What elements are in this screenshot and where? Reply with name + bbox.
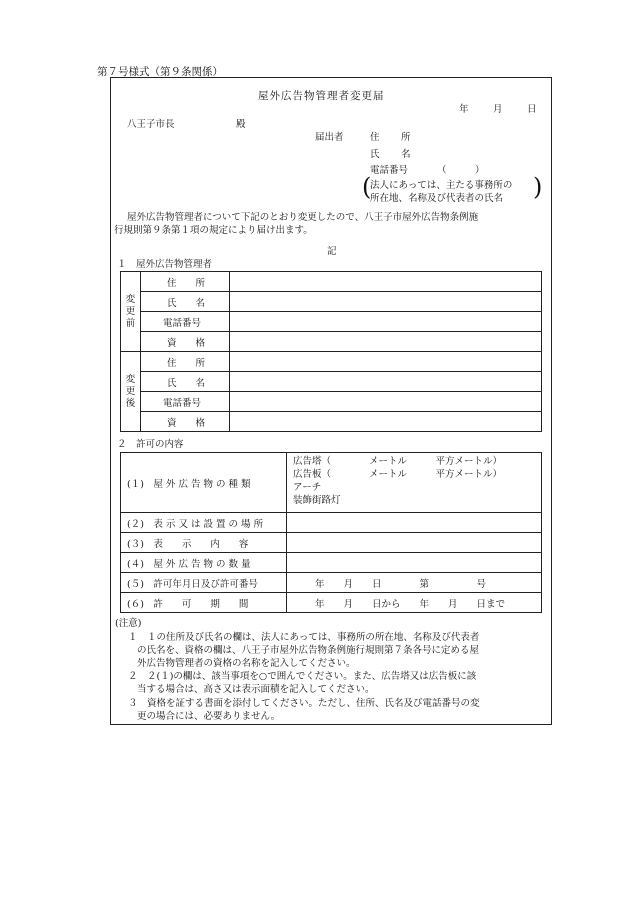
ki-label: 記 — [327, 246, 337, 257]
permit-kind-label: (１) 屋 外 広 告 物 の 種 類 — [121, 453, 287, 513]
table-row — [121, 412, 542, 432]
submitter-label: 届出者 — [315, 132, 344, 143]
table-row — [121, 352, 542, 372]
note-line: 当する場合は、高さ又は表示面積を記入してください。 — [137, 684, 375, 695]
date-month: 月 — [493, 104, 503, 115]
before-qualification-value[interactable] — [230, 332, 542, 352]
corp-note-line1: 法人にあっては、主たる事務所の — [370, 180, 513, 191]
before-phone-value[interactable] — [230, 312, 542, 332]
permit-content-value[interactable] — [287, 533, 542, 553]
after-name-label: 氏 名 — [141, 372, 230, 392]
before-address-label: 住 所 — [141, 272, 230, 292]
before-name-label: 氏 名 — [141, 292, 230, 312]
table-row — [121, 272, 542, 292]
after-phone-label: 電話番号 — [141, 392, 230, 412]
date-year: 年 — [459, 104, 469, 115]
table-row — [121, 312, 542, 332]
section1-title: １ 屋外広告物管理者 — [117, 259, 213, 270]
after-name-value[interactable] — [230, 372, 542, 392]
form-title: 屋外広告物管理者変更届 — [258, 90, 385, 102]
submitter-phone-label: 電話番号 — [370, 165, 409, 176]
permit-period-label: (６) 許 可 期 間 — [121, 593, 287, 613]
date-day: 日 — [527, 104, 537, 115]
before-qualification-label: 資 格 — [141, 332, 230, 352]
note-line: １ １の住所及び氏名の欄は、法人にあっては、事務所の所在地、名称及び代表者 — [128, 632, 480, 643]
after-label: 変 更 後 — [121, 352, 141, 432]
intro-line1: 屋外広告物管理者について下記のとおり変更したので、八王子市屋外広告物条例施 — [127, 212, 479, 223]
table-row — [121, 332, 542, 352]
before-phone-label: 電話番号 — [141, 312, 230, 332]
table-row — [121, 513, 542, 533]
table-row — [121, 553, 542, 573]
intro-line2: 行規則第９条第１項の規定により届け出ます。 — [114, 225, 313, 236]
note-line: 更の場合には、必要ありません。 — [137, 711, 281, 722]
table-row — [121, 453, 542, 513]
before-address-value[interactable] — [230, 272, 542, 292]
notes-title: (注意) — [115, 618, 142, 629]
submitter-name-label: 氏 名 — [370, 149, 417, 160]
after-address-label: 住 所 — [141, 352, 230, 372]
permit-content-label: (３) 表 示 内 容 — [121, 533, 287, 553]
table-row — [121, 533, 542, 553]
kind-arch: アーチ — [293, 482, 322, 493]
permit-quantity-value[interactable] — [287, 553, 542, 573]
table-row — [121, 573, 542, 593]
honorific: 殿 — [236, 119, 246, 130]
kind-tower: 広告塔（ メートル 平方メートル） — [293, 456, 503, 467]
note-line: 外広告物管理者の資格の名称を記入してください。 — [137, 658, 356, 669]
before-label: 変 更 前 — [121, 272, 141, 352]
note-line: ２ ２(１)の欄は、該当事項を○で囲んでください。また、広告塔又は広告板に該 — [128, 671, 477, 682]
note-line: の氏名を、資格の欄は、八王子市屋外広告物条例施行規則第７条各号に定める屋 — [137, 645, 480, 656]
before-name-value[interactable] — [230, 292, 542, 312]
corp-note-line2: 所在地、名称及び代表者の氏名 — [370, 193, 504, 204]
permit-period-value[interactable]: 年 月 日から 年 月 日まで — [287, 593, 542, 613]
after-qualification-value[interactable] — [230, 412, 542, 432]
section2-title: ２ 許可の内容 — [117, 439, 184, 450]
permit-location-label: (２) 表 示 又 は 設 置 の 場 所 — [121, 513, 287, 533]
kind-street-light: 装飾街路灯 — [293, 495, 341, 506]
permit-table — [120, 452, 542, 613]
permit-date-number-label: (５) 許可年月日及び許可番号 — [121, 573, 287, 593]
table-row — [121, 593, 542, 613]
addressee: 八王子市長 — [127, 119, 175, 130]
corp-note-close-paren: ) — [533, 173, 543, 201]
after-address-value[interactable] — [230, 352, 542, 372]
after-phone-value[interactable] — [230, 392, 542, 412]
permit-date-number-value[interactable]: 年 月 日 第 号 — [287, 573, 542, 593]
table-row — [121, 292, 542, 312]
after-qualification-label: 資 格 — [141, 412, 230, 432]
corp-note-open-paren: ( — [362, 173, 372, 201]
kind-board: 広告板（ メートル 平方メートル） — [293, 469, 503, 480]
note-line: ３ 資格を証する書面を添付してください。ただし、住所、氏名及び電話番号の変 — [128, 698, 480, 709]
table-row — [121, 372, 542, 392]
permit-kind-value[interactable] — [287, 453, 542, 513]
permit-quantity-label: (４) 屋 外 広 告 物 の 数 量 — [121, 553, 287, 573]
form-number: 第７号様式（第９条関係） — [97, 66, 223, 78]
permit-location-value[interactable] — [287, 513, 542, 533]
table-row — [121, 392, 542, 412]
submitter-address-label: 住 所 — [370, 132, 417, 143]
phone-parens: （ ） — [437, 165, 485, 176]
manager-table — [120, 271, 542, 432]
